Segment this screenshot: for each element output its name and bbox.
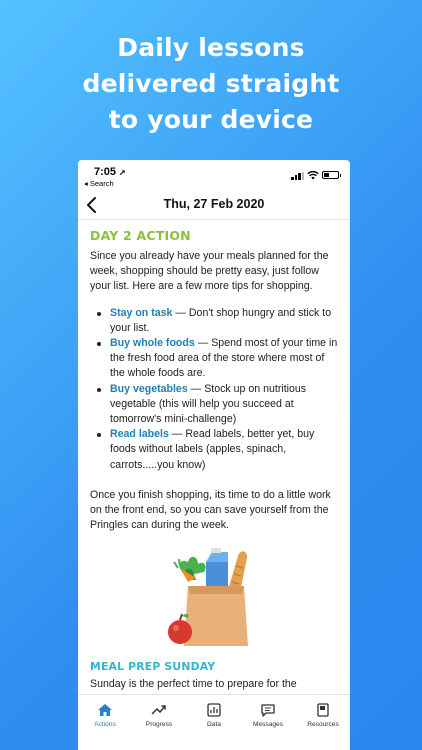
status-time-text: 7:05 [94, 166, 117, 178]
tips-list [90, 306, 340, 473]
tab-label: Resources [307, 721, 339, 728]
headline-line: Daily lessons [117, 33, 305, 62]
phone-screen [78, 160, 350, 750]
tip-title: Stay on task [110, 306, 173, 319]
tab-label: Progress [145, 721, 173, 728]
tip-text: — Spend most of your time in the fresh food area of the store where most of the whole foods are. [110, 337, 338, 380]
tab-label: Actions [94, 721, 116, 728]
tip-title: Buy vegetables [110, 382, 188, 395]
page-title: Thu, 27 Feb 2020 [163, 197, 265, 211]
tab-label: Data [207, 721, 221, 728]
lesson-outro: Once you finish shopping, its time to do a little work on the front end, so you can save yourself from the Pringles can during the week. [90, 488, 331, 532]
list-item [110, 382, 340, 428]
promo-headline [0, 30, 422, 138]
status-time [94, 166, 126, 178]
back-to-app-link[interactable]: ◂ Search [84, 179, 114, 188]
headline-line: delivered straight [82, 69, 340, 98]
list-item [110, 306, 340, 336]
status-bar [78, 160, 350, 190]
tip-text: — Read labels, better yet, buy foods without labels (apples, spinach, carrots.....you know) [110, 428, 315, 471]
tab-resources[interactable] [296, 695, 350, 750]
tab-bar [78, 694, 350, 750]
headline-line: to your device [108, 105, 314, 134]
home-icon [97, 703, 113, 717]
tab-actions[interactable] [78, 695, 132, 750]
grocery-bag-illustration [166, 546, 262, 648]
tab-progress[interactable] [132, 695, 186, 750]
tab-messages[interactable] [241, 695, 295, 750]
list-item [110, 336, 340, 382]
book-icon [315, 703, 331, 717]
chart-icon [206, 703, 222, 717]
lesson-intro: Since you already have your meals planned for the week, shopping should be pretty easy, just follow your list. Here are a few more tips for shopping. [90, 250, 329, 293]
tab-data[interactable] [187, 695, 241, 750]
list-item [110, 427, 340, 473]
nav-bar [78, 190, 350, 220]
tip-text: — Don't shop hungry and stick to your list. [110, 306, 332, 334]
location-arrow-icon: ➚ [119, 168, 126, 177]
trend-icon [151, 703, 167, 717]
wifi-icon [307, 170, 319, 180]
section-heading: MEAL PREP SUNDAY [90, 660, 216, 673]
lesson-content [90, 228, 340, 533]
battery-icon [322, 171, 339, 179]
tip-title: Buy whole foods [110, 337, 195, 350]
lesson-heading: DAY 2 ACTION [90, 228, 191, 243]
tip-text: — Stock up on nutritious vegetable (this will help you succeed at tomorrow's mini-challenge) [110, 382, 307, 426]
messages-icon [260, 703, 276, 717]
signal-icon [291, 172, 305, 180]
tip-title: Read labels [110, 428, 169, 441]
section-text: Sunday is the perfect time to prepare for the [90, 678, 297, 690]
tab-label: Messages [252, 721, 284, 728]
